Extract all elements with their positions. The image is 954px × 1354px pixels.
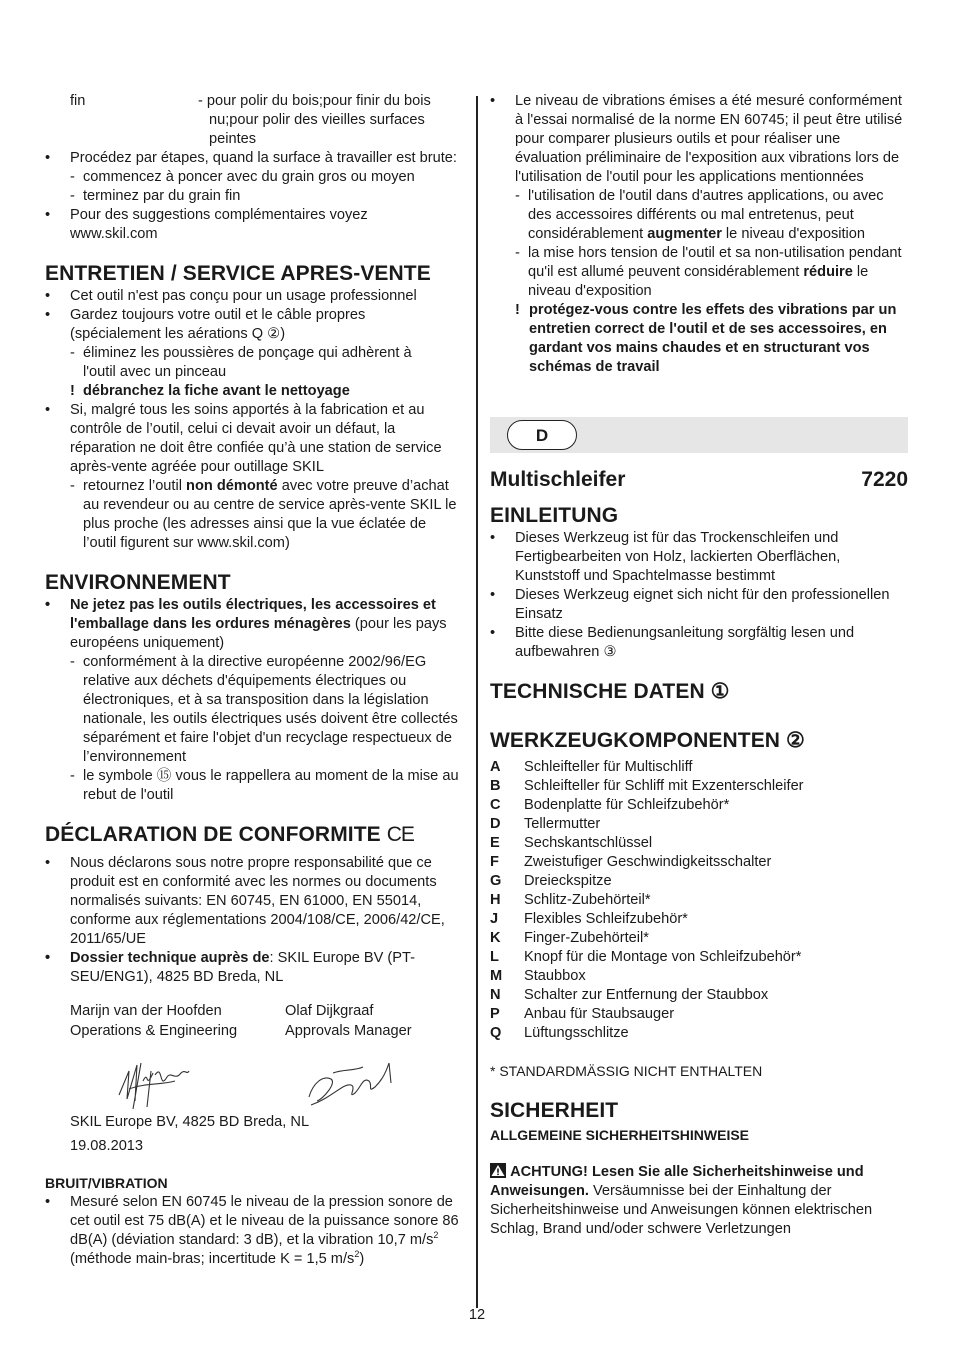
component-item — [490, 815, 908, 834]
section-heading-werkzeugkomponenten: WERKZEUGKOMPONENTEN ② — [490, 729, 805, 752]
list-subitem: - l'utilisation de l'outil dans d'autres applications, ou avec des accessoires différents ou mal entretenus, peut considérablement augmenter le niveau d'exposition — [515, 188, 884, 242]
list-subitem: - conformément à la directive européenne 2002/96/EG relative aux déchets d'équipements électriques ou électroniques, et à sa transposition dans la législation nationale, les outils électriques usés doivent être collectés séparément et faire l'objet d'un recyclage respectueux de l’environnement — [70, 654, 458, 765]
list-subitem: - commencez à poncer avec du grain gros ou moyen — [70, 169, 415, 185]
component-key: K — [490, 930, 501, 946]
component-key: P — [490, 1006, 500, 1022]
section-heading-entretien: ENTRETIEN / SERVICE APRES-VENTE — [45, 262, 431, 285]
fin-row — [45, 92, 463, 149]
standard-note: * STANDARDMÄSSIG NICHT ENTHALTEN — [490, 1063, 763, 1079]
language-badge: D — [507, 420, 577, 450]
warning-note: ! débranchez la fiche avant le nettoyage — [70, 383, 350, 399]
component-item — [490, 986, 908, 1005]
list-item: • Le niveau de vibrations émises a été mesuré conformément à l'essai normalisé de la norme EN 60745; il peut être utilisé pour comparer plusieurs outils et pour réaliser une évaluation préliminaire de l'exposition aux vibrations lors de l'utilisation de l'outil pour les applications mentionnées — [490, 93, 903, 185]
list-item: • Dieses Werkzeug eignet sich nicht für den professionellen Einsatz — [490, 587, 890, 622]
section-heading-sicherheit: SICHERHEIT — [490, 1099, 619, 1122]
component-item — [490, 967, 908, 986]
component-text: Sechskantschlüssel — [524, 835, 653, 851]
component-item — [490, 1024, 908, 1043]
component-item — [490, 1005, 908, 1024]
component-text: Schleifteller für Multischliff — [524, 759, 693, 775]
subheading-bruit: BRUIT/VIBRATION — [45, 1175, 168, 1191]
declaration-date: 19.08.2013 — [70, 1138, 144, 1154]
section-heading-environnement: ENVIRONNEMENT — [45, 571, 231, 594]
component-list — [490, 758, 908, 1043]
component-key: A — [490, 759, 501, 775]
component-item — [490, 758, 908, 777]
component-key: M — [490, 968, 503, 984]
signature-1-image — [115, 1051, 195, 1113]
section-heading-technische-daten: TECHNISCHE DATEN ① — [490, 680, 730, 703]
component-key: J — [490, 911, 499, 927]
fin-text: - pour polir du bois;pour finir du bois nu;pour polir des vieilles surfaces peintes — [198, 93, 431, 147]
signer2-title: Approvals Manager — [285, 1023, 412, 1039]
list-item: • Bitte diese Bedienungsanleitung sorgfältig lesen und aufbewahren ③ — [490, 625, 855, 660]
component-item — [490, 834, 908, 853]
list-item: • Pour des suggestions complémentaires voyez www.skil.com — [45, 207, 368, 242]
list-subitem: - retournez l’outil non démonté avec votre preuve d’achat au revendeur ou au centre de service après-vente SKIL le plus proche (les adresses ainsi que la vue éclatée de l’outil figurent sur www.skil.com) — [70, 478, 457, 551]
warning-note: ! protégez-vous contre les effets des vibrations par un entretien correct de l'outil et de ses accessoires, en gardant vos mains chaudes et en structurant vos schémas de travail — [515, 302, 897, 375]
component-key: G — [490, 873, 502, 889]
product-title-row — [490, 467, 908, 493]
list-item: • Si, malgré tous les soins apportés à la fabrication et au contrôle de l’outil, celui ci devait avoir un défaut, la réparation ne doit être confiée qu’à une station de service après-vente agréée pour outillage SKIL — [45, 402, 442, 475]
component-text: Dreieckspitze — [524, 873, 612, 889]
list-subitem: - éliminez les poussières de ponçage qui adhèrent à l'outil avec un pinceau — [70, 345, 412, 380]
product-name: Multischleifer — [490, 468, 626, 491]
warning-triangle-icon — [490, 1163, 506, 1178]
component-text: Schlitz-Zubehörteil* — [524, 892, 651, 908]
component-key: N — [490, 987, 501, 1003]
component-key: D — [490, 816, 501, 832]
component-text: Staubbox — [524, 968, 586, 984]
component-item — [490, 872, 908, 891]
signer1-name: Marijn van der Hoofden — [70, 1003, 222, 1019]
component-item — [490, 796, 908, 815]
list-item: • Dossier technique auprès de: SKIL Europe BV (PT-SEU/ENG1), 4825 BD Breda, NL — [45, 950, 415, 985]
signature-block — [45, 1001, 463, 1113]
list-subitem: - le symbole ⑮ vous le rappellera au moment de la mise au rebut de l'outil — [70, 768, 459, 803]
component-text: Zweistufiger Geschwindigkeitsschalter — [524, 854, 772, 870]
component-text: Finger-Zubehörteil* — [524, 930, 649, 946]
page-number: 12 — [468, 1307, 486, 1323]
component-text: Schalter zur Entfernung der Staubbox — [524, 987, 769, 1003]
component-text: Flexibles Schleifzubehör* — [524, 911, 688, 927]
component-key: Q — [490, 1025, 502, 1041]
list-item: • Dieses Werkzeug ist für das Trockenschleifen und Fertigbearbeiten von Holz, lackierten Oberflächen, Kunststoff und Spachtelmasse bestimmt — [490, 530, 841, 584]
component-item — [490, 891, 908, 910]
left-column — [45, 92, 463, 1269]
component-item — [490, 929, 908, 948]
list-item: • Ne jetez pas les outils électriques, les accessoires et l'emballage dans les ordures ménagères (pour les pays européens uniquement) — [45, 597, 447, 651]
language-bar — [490, 417, 908, 453]
list-item: • Mesuré selon EN 60745 le niveau de la pression sonore de cet outil est 75 dB(A) et le niveau de la puissance sonore 86 dB(A) (déviation standard: 3 dB), et la vibration 10,7 $m/s^2$ (méthode main-bras; incertitude K = 1,5 $m/s^2$) — [45, 1194, 459, 1267]
list-item: • Cet outil n'est pas conçu pour un usage professionnel — [45, 288, 417, 304]
list-subitem: - terminez par du grain fin — [70, 188, 241, 204]
subheading-allgemeine: ALLGEMEINE SICHERHEITSHINWEISE — [490, 1127, 750, 1143]
component-text: Lüftungsschlitze — [524, 1025, 629, 1041]
component-key: F — [490, 854, 499, 870]
component-key: C — [490, 797, 501, 813]
fin-label: fin — [70, 93, 86, 109]
component-text: Schleifteller für Schliff mit Exzenterschleifer — [524, 778, 804, 794]
component-text: Knopf für die Montage von Schleifzubehör* — [524, 949, 802, 965]
component-key: B — [490, 778, 501, 794]
ce-mark: CE — [386, 823, 414, 846]
column-divider — [476, 96, 478, 1308]
signer2-name: Olaf Dijkgraaf — [285, 1003, 374, 1019]
component-item — [490, 777, 908, 796]
list-item: • Nous déclarons sous notre propre responsabilité que ce produit est en conformité avec les normes ou documents normalisés suivants: EN 60745, EN 61000, EN 55014, conforme aux réglementations 2004/108/CE, 2006/42/CE, 2011/65/UE — [45, 855, 445, 947]
product-number: 7220 — [861, 468, 908, 491]
component-item — [490, 910, 908, 929]
signer1-title: Operations & Engineering — [70, 1023, 238, 1039]
component-item — [490, 948, 908, 967]
warning-paragraph: ACHTUNG! Lesen Sie alle Sicherheitshinweise und Anweisungen. Versäumnisse bei der Einhaltung der Sicherheitshinweise und Anweisungen können elektrischen Schlag, Brand und/oder schwere Verletzungen — [490, 1164, 873, 1237]
list-subitem: - la mise hors tension de l'outil et sa non-utilisation pendant qu'il est allumé peuvent considérablement réduire le niveau d'exposition — [515, 245, 902, 299]
component-text: Anbau für Staubsauger — [524, 1006, 675, 1022]
list-item: • Gardez toujours votre outil et le câble propres (spécialement les aérations Q ②) — [45, 307, 366, 342]
component-text: Tellermutter — [524, 816, 601, 832]
list-item: • Procédez par étapes, quand la surface à travailler est brute: — [45, 150, 457, 166]
component-key: L — [490, 949, 499, 965]
component-item — [490, 853, 908, 872]
company-address: SKIL Europe BV, 4825 BD Breda, NL — [70, 1114, 310, 1130]
component-text: Bodenplatte für Schleifzubehör* — [524, 797, 730, 813]
section-heading-declaration: DÉCLARATION DE CONFORMITE CE — [45, 823, 414, 846]
component-key: E — [490, 835, 500, 851]
section-heading-einleitung: EINLEITUNG — [490, 504, 619, 527]
right-column — [490, 92, 908, 1239]
component-key: H — [490, 892, 501, 908]
signature-2-image — [303, 1053, 399, 1109]
